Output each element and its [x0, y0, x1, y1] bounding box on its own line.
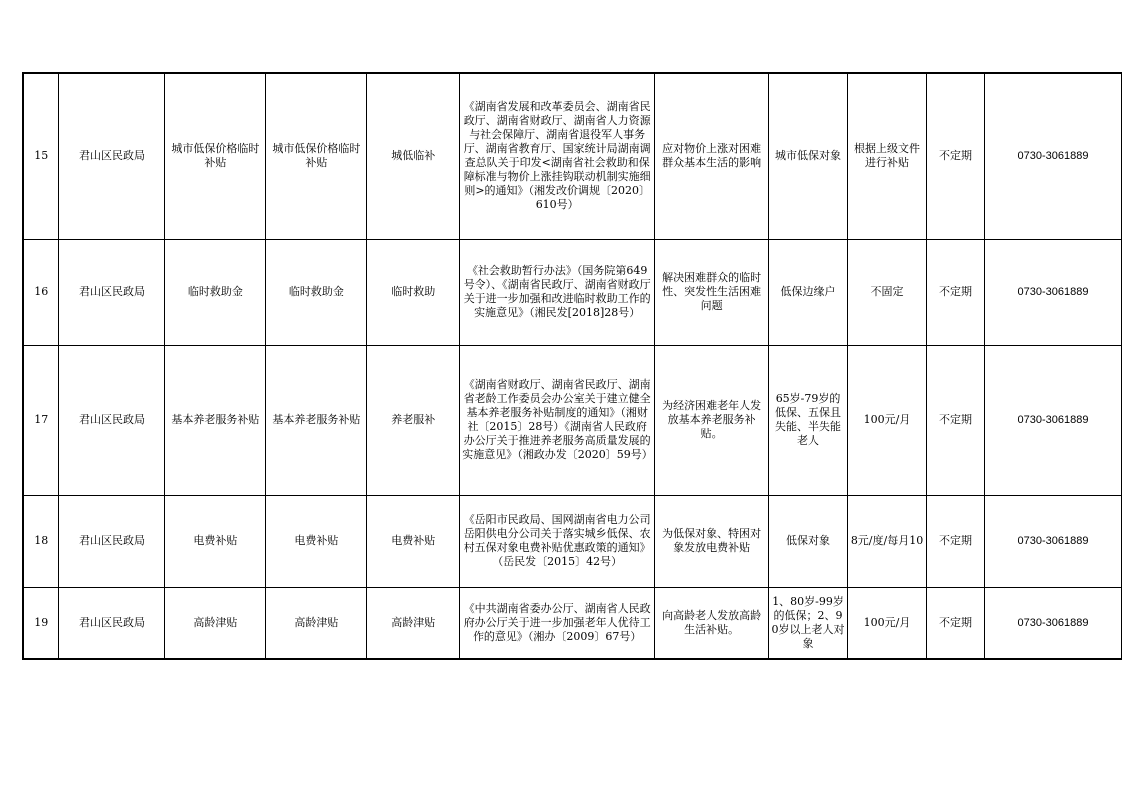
standard-cell: 根据上级文件进行补贴: [848, 73, 927, 239]
table-row: [23, 495, 1122, 587]
category-cell: 养老服补: [367, 345, 460, 495]
standard-cell: 不固定: [848, 239, 927, 345]
period-cell: 不定期: [927, 73, 985, 239]
purpose-cell: 为低保对象、特困对象发放电费补贴: [655, 495, 769, 587]
phone-cell: 0730-3061889: [984, 73, 1121, 239]
item-name-cell: 基本养老服务补贴: [165, 345, 266, 495]
purpose-cell: 为经济困难老年人发放基本养老服务补贴。: [655, 345, 769, 495]
row-number: 18: [23, 495, 59, 587]
phone-cell: 0730-3061889: [984, 495, 1121, 587]
category-cell: 高龄津贴: [367, 587, 460, 659]
department-cell: 君山区民政局: [59, 495, 165, 587]
sub-item-cell: 电费补贴: [266, 495, 367, 587]
table-row: [23, 239, 1122, 345]
table-row: [23, 587, 1122, 659]
period-cell: 不定期: [927, 587, 985, 659]
target-cell: 1、80岁-99岁的低保；2、90岁以上老人对象: [769, 587, 848, 659]
phone-cell: 0730-3061889: [984, 587, 1121, 659]
period-cell: 不定期: [927, 495, 985, 587]
policy-basis-cell: 《湖南省发展和改革委员会、湖南省民政厅、湖南省财政厅、湖南省人力资源与社会保障厅、湖南省退役军人事务厅、湖南省教育厅、国家统计局湖南调查总队关于印发<湖南省社会救助和保障标准与物价上涨挂钩联动机制实施细则>的通知》（湘发改价调规〔2020〕610号）: [460, 73, 655, 239]
period-cell: 不定期: [927, 239, 985, 345]
sub-item-cell: 城市低保价格临时补贴: [266, 73, 367, 239]
standard-cell: 100元/月: [848, 345, 927, 495]
sub-item-cell: 临时救助金: [266, 239, 367, 345]
department-cell: 君山区民政局: [59, 239, 165, 345]
row-number: 19: [23, 587, 59, 659]
purpose-cell: 解决困难群众的临时性、突发性生活困难问题: [655, 239, 769, 345]
policy-basis-cell: 《湖南省财政厅、湖南省民政厅、湖南省老龄工作委员会办公室关于建立健全基本养老服务补贴制度的通知》（湘财社〔2015〕28号）《湖南省人民政府办公厅关于推进养老服务高质量发展的实施意见》（湘政办发〔2020〕59号）: [460, 345, 655, 495]
target-cell: 低保边缘户: [769, 239, 848, 345]
category-cell: 临时救助: [367, 239, 460, 345]
policy-basis-cell: 《中共湖南省委办公厅、湖南省人民政府办公厅关于进一步加强老年人优待工作的意见》（湘办〔2009〕67号）: [460, 587, 655, 659]
period-cell: 不定期: [927, 345, 985, 495]
row-number: 17: [23, 345, 59, 495]
row-number: 16: [23, 239, 59, 345]
phone-cell: 0730-3061889: [984, 345, 1121, 495]
table-row: [23, 345, 1122, 495]
sub-item-cell: 基本养老服务补贴: [266, 345, 367, 495]
target-cell: 65岁-79岁的低保、五保且失能、半失能老人: [769, 345, 848, 495]
phone-cell: 0730-3061889: [984, 239, 1121, 345]
row-number: 15: [23, 73, 59, 239]
sub-item-cell: 高龄津贴: [266, 587, 367, 659]
target-cell: 城市低保对象: [769, 73, 848, 239]
item-name-cell: 高龄津贴: [165, 587, 266, 659]
purpose-cell: 应对物价上涨对困难群众基本生活的影响: [655, 73, 769, 239]
policy-basis-cell: 《岳阳市民政局、国网湖南省电力公司岳阳供电分公司关于落实城乡低保、农村五保对象电费补贴优惠政策的通知》（岳民发〔2015〕42号）: [460, 495, 655, 587]
target-cell: 低保对象: [769, 495, 848, 587]
department-cell: 君山区民政局: [59, 587, 165, 659]
department-cell: 君山区民政局: [59, 345, 165, 495]
category-cell: 城低临补: [367, 73, 460, 239]
category-cell: 电费补贴: [367, 495, 460, 587]
policy-basis-cell: 《社会救助暂行办法》（国务院第649号令）、《湖南省民政厅、湖南省财政厅关于进一步加强和改进临时救助工作的实施意见》（湘民发[2018]28号）: [460, 239, 655, 345]
table-row: [23, 73, 1122, 239]
purpose-cell: 向高龄老人发放高龄生活补贴。: [655, 587, 769, 659]
department-cell: 君山区民政局: [59, 73, 165, 239]
item-name-cell: 电费补贴: [165, 495, 266, 587]
standard-cell: 8元/度/每月10: [848, 495, 927, 587]
item-name-cell: 城市低保价格临时补贴: [165, 73, 266, 239]
standard-cell: 100元/月: [848, 587, 927, 659]
item-name-cell: 临时救助金: [165, 239, 266, 345]
subsidy-table: [22, 72, 1122, 660]
